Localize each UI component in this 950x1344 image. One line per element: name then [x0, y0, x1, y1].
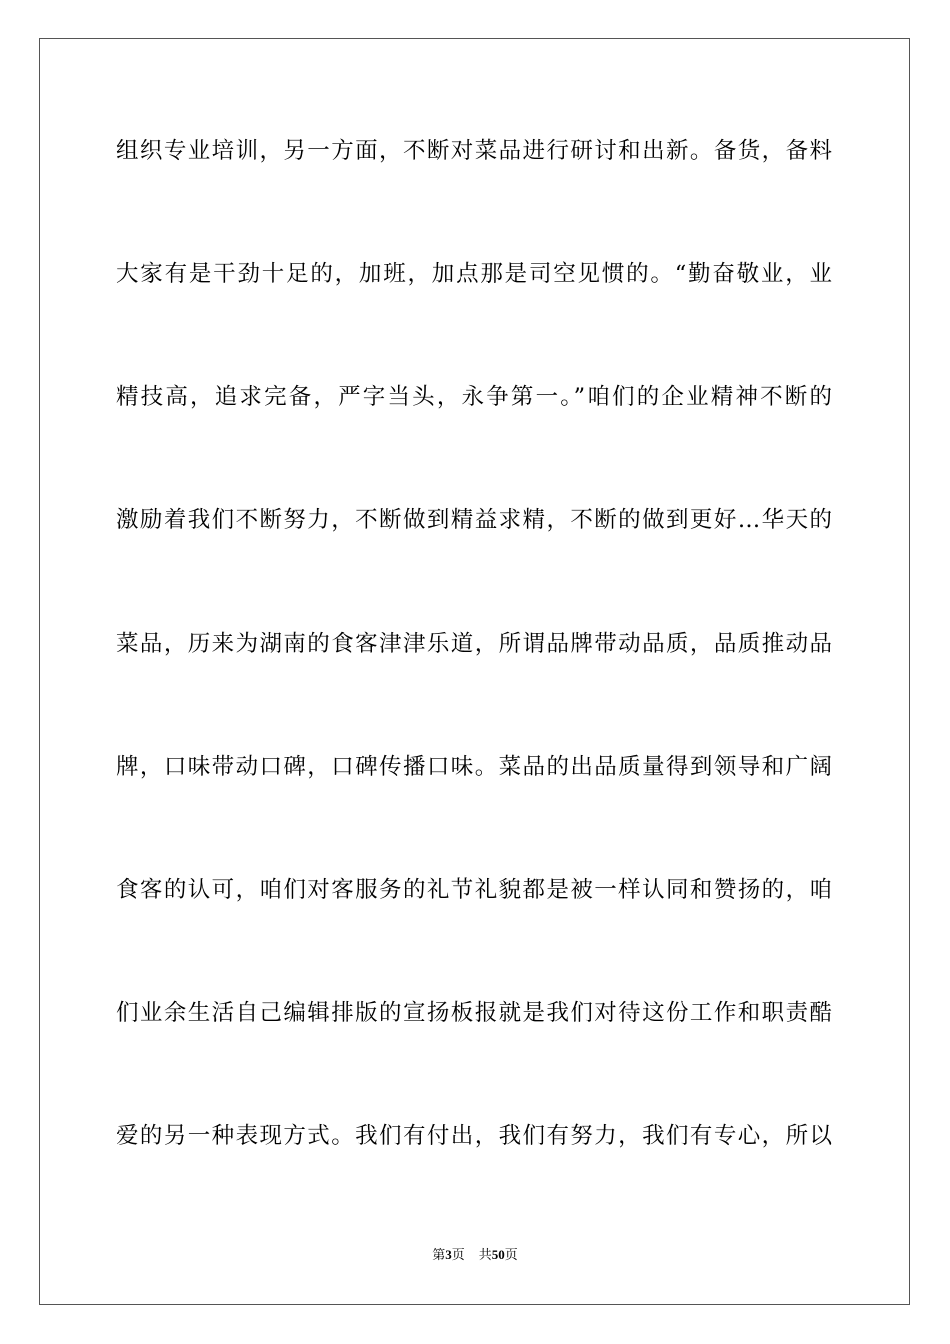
text-line: 菜品，历来为湖南的食客津津乐道，所谓品牌带动品质，品质推动品	[116, 631, 832, 657]
text-line: 们业余生活自己编辑排版的宣扬板报就是我们对待这份工作和职责酷	[116, 1000, 832, 1026]
text-line: 爱的另一种表现方式。我们有付出，我们有努力，我们有专心，所以	[116, 1123, 832, 1149]
total-label-suffix: 页	[504, 1248, 518, 1263]
total-pages: 50	[491, 1247, 505, 1262]
text-line: 食客的认可，咱们对客服务的礼节礼貌都是被一样认同和赞扬的，咱	[116, 877, 832, 903]
text-line: 大家有是干劲十足的，加班，加点那是司空见惯的。“勤奋敬业，业	[116, 261, 832, 287]
text-line: 牌，口味带动口碑，口碑传播口味。菜品的出品质量得到领导和广阔	[116, 754, 832, 780]
page-footer	[0, 1246, 950, 1265]
total-label-prefix: 共	[478, 1248, 492, 1263]
page-border	[39, 38, 910, 1305]
text-line: 精技高，追求完备，严字当头，永争第一。”咱们的企业精神不断的	[116, 384, 832, 410]
page-label-suffix: 页	[451, 1248, 465, 1263]
page-label-prefix: 第	[432, 1248, 446, 1263]
page-number: 3	[445, 1247, 452, 1262]
text-line: 激励着我们不断努力，不断做到精益求精，不断的做到更好…华天的	[116, 507, 832, 533]
text-line: 组织专业培训，另一方面，不断对菜品进行研讨和出新。备货，备料	[116, 138, 832, 164]
